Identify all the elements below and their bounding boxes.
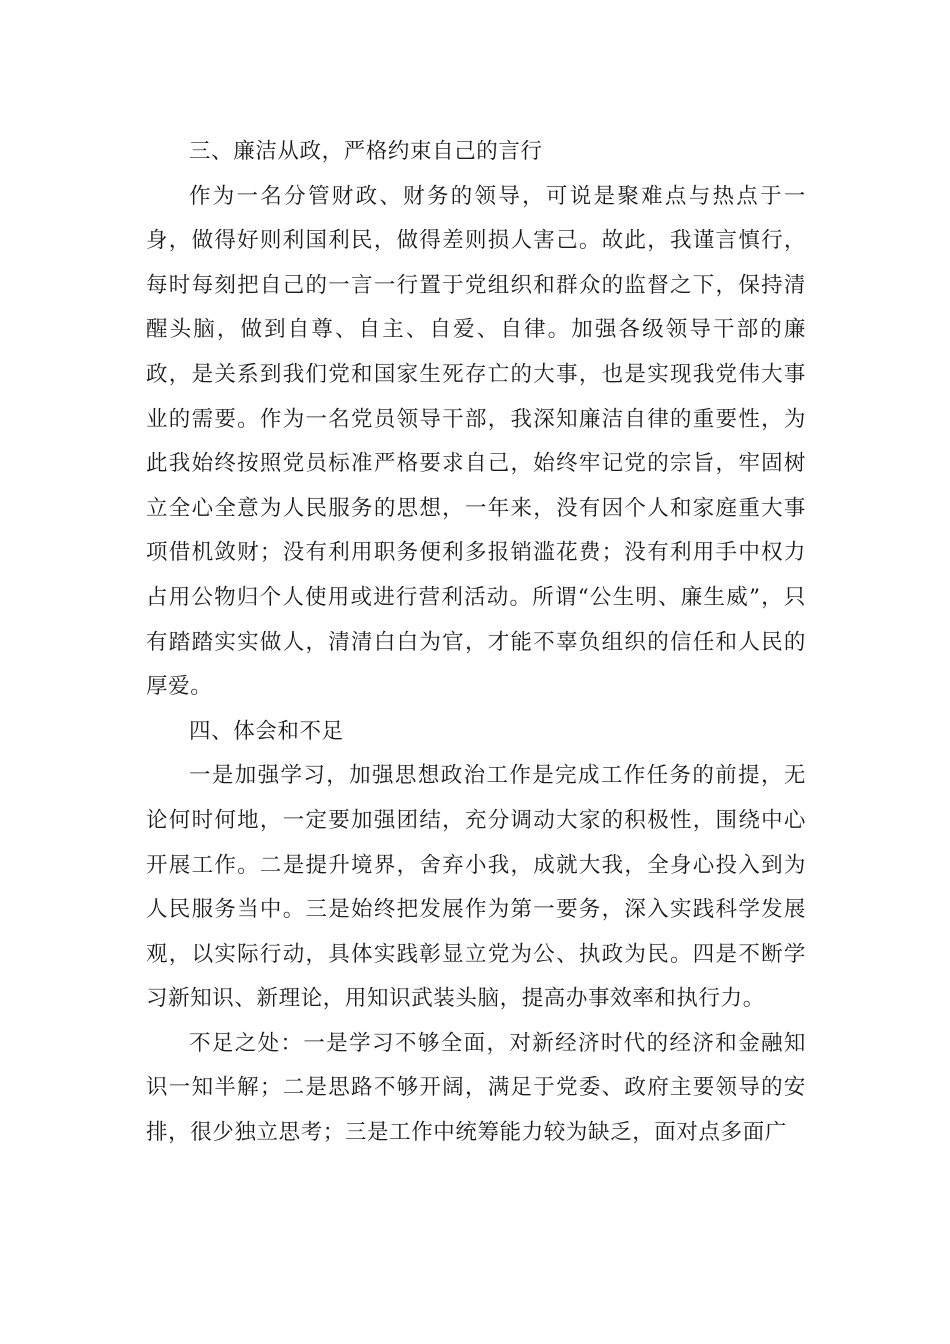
section-heading-3: 三、廉洁从政，严格约束自己的言行: [189, 139, 543, 164]
document-body: [146, 130, 806, 1156]
paragraph-shortcomings: 不足之处：一是学习不够全面，对新经济时代的经济和金融知识一知半解；二是思路不够开阔，满足于党委、政府主要领导的安排，很少独立思考；三是工作中统筹能力较为缺乏，面对点多面广: [146, 1030, 806, 1146]
paragraph-experience: 一是加强学习，加强思想政治工作是完成工作任务的前提，无论何时何地，一定要加强团结，充分调动大家的积极性，围绕中心开展工作。二是提升境界，舍弃小我，成就大我，全身心投入到为人民服务当中。三是始终把发展作为第一要务，深入实践科学发展观，以实际行动，具体实践彰显立党为公、执政为民。四是不断学习新知识、新理论，用知识武装头脑，提高办事效率和执行力。: [146, 763, 806, 1012]
paragraph-integrity: 作为一名分管财政、财务的领导，可说是聚难点与热点于一身，做得好则利国利民，做得差则损人害己。故此，我谨言慎行，每时每刻把自己的一言一行置于党组织和群众的监督之下，保持清醒头脑，做到自尊、自主、自爱、自律。加强各级领导干部的廉政，是关系到我们党和国家生死存亡的大事，也是实现我党伟大事业的需要。作为一名党员领导干部，我深知廉洁自律的重要性，为此我始终按照党员标准严格要求自己，始终牢记党的宗旨，牢固树立全心全意为人民服务的思想，一年来，没有因个人和家庭重大事项借机敛财；没有利用职务便利多报销滥花费；没有利用手中权力占用公物归个人使用或进行营利活动。所谓“公生明、廉生威”，只有踏踏实实做人，清清白白为官，才能不辜负组织的信任和人民的厚爱。: [146, 183, 806, 700]
section-heading-4: 四、体会和不足: [189, 718, 344, 744]
